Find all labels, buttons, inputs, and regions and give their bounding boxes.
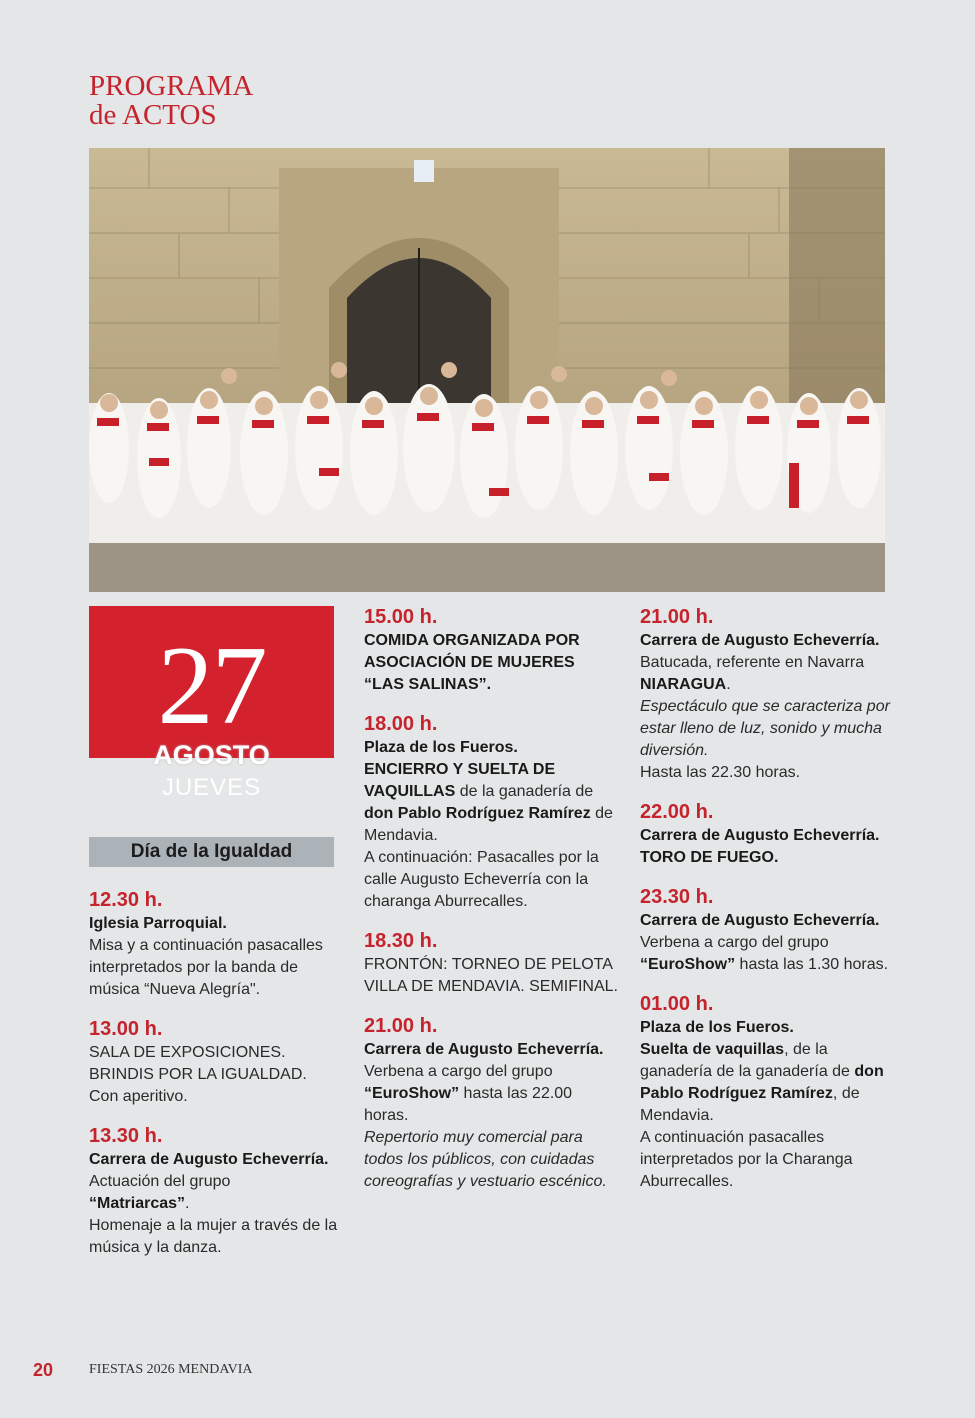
event-desc-text: Batucada, referente en Navarra [640,654,865,671]
event-title: TORO DE FUEGO. [640,849,779,866]
event [364,928,619,998]
event-desc [640,1039,895,1127]
event [640,799,895,869]
event-title-cont: VAQUILLAS [364,783,456,800]
event-end: Hasta las 22.30 horas. [640,764,801,781]
event-time: 23.30 h. [640,886,714,908]
event-desc: FRONTÓN: TORNEO DE PELOTA VILLA DE MENDAVIA. SEMIFINAL. [364,956,618,995]
page-title [89,72,253,130]
event-desc-text: Verbena a cargo del grupo [640,934,829,951]
event-rancher: don Pablo Rodríguez Ramírez [640,1063,884,1102]
event-place: Plaza de los Fueros. [364,739,518,756]
event-place: Plaza de los Fueros. [640,1019,794,1036]
group-photo [89,148,885,592]
event-desc [89,1171,344,1215]
event [640,604,895,784]
event-time: 13.00 h. [89,1018,163,1040]
date-month: AGOSTO [153,740,270,770]
event-title: ENCIERRO Y SUELTA DE [364,761,556,778]
event-desc-text: de Mendavia. [364,805,613,844]
event-note: Espectáculo que se caracteriza por estar lleno de luz, sonido y mucha diversión. [640,698,890,759]
event-place: Iglesia Parroquial. [89,915,227,932]
event-place: SALA DE EXPOSICIONES. [89,1044,286,1061]
date-number: 27 [157,624,266,748]
event-note: Con aperitivo. [89,1088,188,1105]
title-line-2: de ACTOS [89,99,217,131]
event-time: 21.00 h. [364,1015,438,1037]
event-punct: . [726,676,731,693]
event-group: “Matriarcas” [89,1195,186,1212]
schedule-column-1 [89,887,344,1274]
event-desc-text: hasta las 1.30 horas. [735,956,889,973]
event [89,887,344,1001]
event-group: NIARAGUA [640,676,727,693]
event-desc [364,1061,619,1127]
event-place: Carrera de Augusto Echeverría. [640,827,880,844]
event-place: Carrera de Augusto Echeverría. [364,1041,604,1058]
event-desc-text: de la ganadería de [455,783,594,800]
date-box [89,606,334,758]
event-desc-text: hasta las 22.00 horas. [364,1085,573,1124]
event [364,604,619,696]
event-note: Repertorio muy comercial para todos los públicos, con cuidadas coreografías y vestuario escénico. [364,1129,607,1190]
event-time: 13.30 h. [89,1125,163,1147]
schedule-column-3 [640,604,895,1208]
event-desc [364,781,619,847]
event [89,1123,344,1259]
event [364,711,619,913]
event-note: Homenaje a la mujer a través de la música y la danza. [89,1217,338,1256]
event-time: 15.00 h. [364,606,438,628]
event-place: Carrera de Augusto Echeverría. [89,1151,329,1168]
event-time: 22.00 h. [640,801,714,823]
event-group: “EuroShow” [364,1085,460,1102]
event [640,884,895,976]
event-desc-text: Actuación del grupo [89,1173,231,1190]
event-desc [640,652,895,696]
event-punct: . [185,1195,190,1212]
event-time: 21.00 h. [640,606,714,628]
event-time: 01.00 h. [640,993,714,1015]
schedule-column-2 [364,604,619,1208]
title-line-1: PROGRAMA [89,70,254,102]
event-title: Suelta de vaquillas [640,1041,785,1058]
event [364,1013,619,1193]
event-desc: COMIDA ORGANIZADA POR ASOCIACIÓN DE MUJERES “LAS SALINAS”. [364,632,580,693]
event-desc-text: , de Mendavia. [640,1085,860,1124]
event [640,991,895,1193]
page-number: 20 [33,1360,54,1380]
theme-bar: Día de la Igualdad [89,837,334,867]
event-desc-text: Verbena a cargo del grupo [364,1063,553,1080]
event-place: Carrera de Augusto Echeverría. [640,632,880,649]
footer-title: FIESTAS 2026 MENDAVIA [89,1362,253,1377]
event [89,1016,344,1108]
event-group: “EuroShow” [640,956,736,973]
date-weekday: JUEVES [161,774,262,801]
event-desc [640,932,895,976]
event-time: 18.30 h. [364,930,438,952]
event-rancher: don Pablo Rodríguez Ramírez [364,805,591,822]
event-note: A continuación: Pasacalles por la calle Augusto Echeverría con la charanga Aburrecalles. [364,849,599,910]
event-note: A continuación pasacalles interpretados por la Charanga Aburrecalles. [640,1129,853,1190]
event-desc: Misa y a continuación pasacalles interpretados por la banda de música “Nueva Alegría". [89,937,323,998]
event-place: Carrera de Augusto Echeverría. [640,912,880,929]
event-time: 12.30 h. [89,889,163,911]
event-desc: BRINDIS POR LA IGUALDAD. [89,1066,307,1083]
event-desc-text: , de la ganadería de la ganadería de [640,1041,855,1080]
event-time: 18.00 h. [364,713,438,735]
